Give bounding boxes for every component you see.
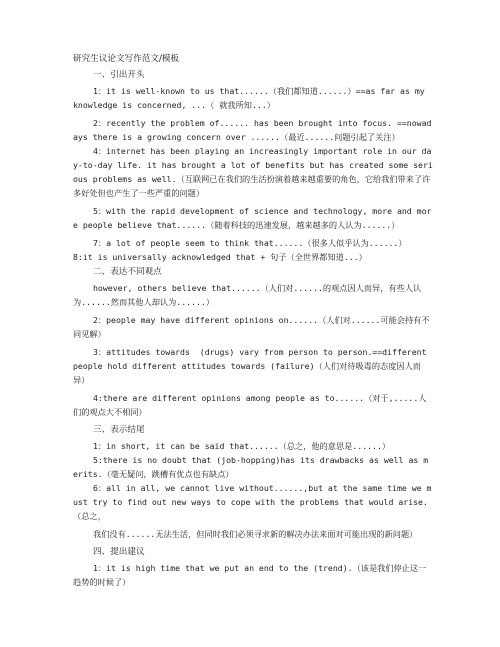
section-heading-conclusion: 三、表示结尾 xyxy=(93,425,145,435)
paragraph: 7：a lot of people seem to think that......（很多人似乎认为......） xyxy=(93,238,407,248)
section-heading-opening: 一、引出开头 xyxy=(93,70,145,80)
paragraph: 5：with the rapid development of science and technology, more and more people believe that......（随着科技的迅速发展，越来越多的人认为......） xyxy=(73,206,432,230)
paragraph: 3：attitudes towards (drugs) vary from person to person.==different people hold different attitudes towards (failure)（人们对待吸毒的态度因人而异） xyxy=(73,347,432,385)
paragraph: 1：in short, it can be said that......（总之，他的意思是......） xyxy=(93,441,391,451)
section-heading-different-views: 二、表达不同观点 xyxy=(93,267,162,277)
paragraph: 2：people may have different opinions on......（人们对......可能会持有不同见解） xyxy=(73,315,430,339)
paragraph: 2：recently the problem of...... has been brought into focus. ==nowadays there is a growing concern over ......（最近......问题引起了关注） xyxy=(73,118,432,142)
paragraph: 6：all in all, we cannot live without......,but at the same time we must try to find out new ways to cope with the problems that would arise.（总之， xyxy=(73,483,432,521)
paragraph: however, others believe that......（人们对......的观点因人而异，有些人认为......然而其他人却认为......） xyxy=(73,283,422,307)
document-page xyxy=(73,52,433,593)
paragraph: 4:there are different opinions among people as to......（对于,.....人们的观点大不相同） xyxy=(73,393,427,417)
document-title: 研究生议论文写作范文/模板 xyxy=(73,54,180,64)
paragraph: 1：it is well-known to us that......（我们都知道......）==as far as my knowledge is concerned, ...（ 就我所知...） xyxy=(73,86,430,110)
paragraph: 我们没有......无法生活，但同时我们必须寻求新的解决办法来面对可能出现的新问题） xyxy=(93,529,418,539)
paragraph: 1：it is high time that we put an end to the (trend).（该是我们停止这一趋势的时候了） xyxy=(73,563,427,587)
paragraph: 5:there is no doubt that (job-hopping)has its drawbacks as well as merits.（毫无疑问，跳槽有优点也有缺点） xyxy=(73,455,429,479)
paragraph: 8:it is universally acknowledged that + 句子（全世界都知道...） xyxy=(73,252,367,262)
section-heading-suggestions: 四、提出建议 xyxy=(93,547,145,557)
paragraph: 4：internet has been playing an increasingly important role in our day-to-day life. it has brought a lot of benefits but has created some serious problems as well.（互联网已在我们的生活扮演着越来越重要的角色，它给我们带来了许多好处但也产生了一些严重的问题） xyxy=(73,146,433,198)
